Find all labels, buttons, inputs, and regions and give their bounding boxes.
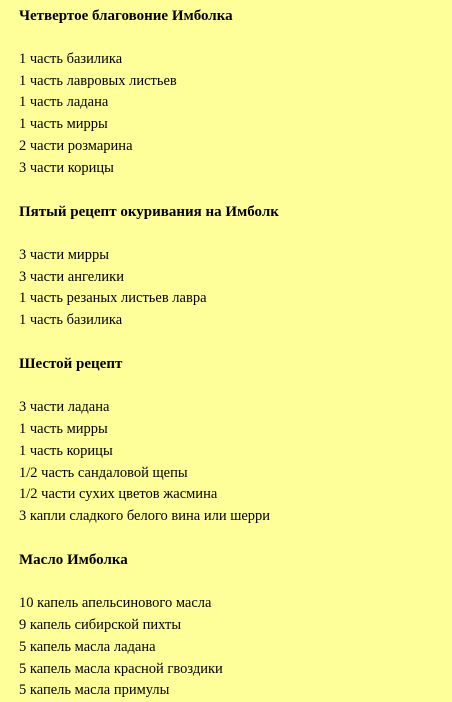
ingredient-item: 1/2 части сухих цветов жасмина [19, 486, 218, 503]
ingredient-item: 5 капель масла красной гвоздики [19, 660, 223, 677]
ingredient-item: 5 капель масла примулы [19, 682, 170, 699]
ingredient-item: 1 часть ладана [19, 94, 109, 111]
ingredient-item: 1 часть мирры [19, 116, 108, 133]
ingredient-item: 3 части мирры [19, 246, 109, 263]
ingredient-item: 10 капель апельсинового масла [19, 595, 212, 612]
recipe-section-imbolc-oil [19, 549, 446, 702]
recipe-section-fifth-fumigation [19, 201, 446, 332]
ingredient-item: 1 часть базилика [19, 50, 123, 67]
section-title: Масло Имболка [19, 552, 128, 569]
ingredient-item: 5 капель масла ладана [19, 638, 156, 655]
ingredient-item: 3 части корицы [19, 159, 114, 176]
recipe-section-sixth [19, 353, 446, 528]
ingredient-item: 3 части ладана [19, 399, 110, 416]
ingredient-item: 1 часть базилика [19, 312, 123, 329]
ingredient-item: 1/2 часть сандаловой щепы [19, 464, 188, 481]
ingredient-item: 9 капель сибирской пихты [19, 616, 182, 633]
ingredient-item: 3 капли сладкого белого вина или шерри [19, 508, 271, 525]
ingredient-item: 1 часть корицы [19, 442, 113, 459]
section-title: Четвертое благовоние Имболка [19, 8, 233, 24]
ingredient-item: 1 часть мирры [19, 420, 108, 437]
ingredient-item: 1 часть лавровых листьев [19, 72, 177, 89]
section-title: Пятый рецепт окуривания на Имболк [19, 203, 279, 220]
ingredient-item: 2 части розмарина [19, 137, 133, 154]
ingredient-item: 3 части ангелики [19, 268, 124, 285]
recipe-section-fourth-incense [19, 5, 446, 180]
section-title: Шестой рецепт [19, 356, 123, 373]
recipe-document [19, 5, 446, 702]
ingredient-item: 1 часть резаных листьев лавра [19, 290, 207, 307]
